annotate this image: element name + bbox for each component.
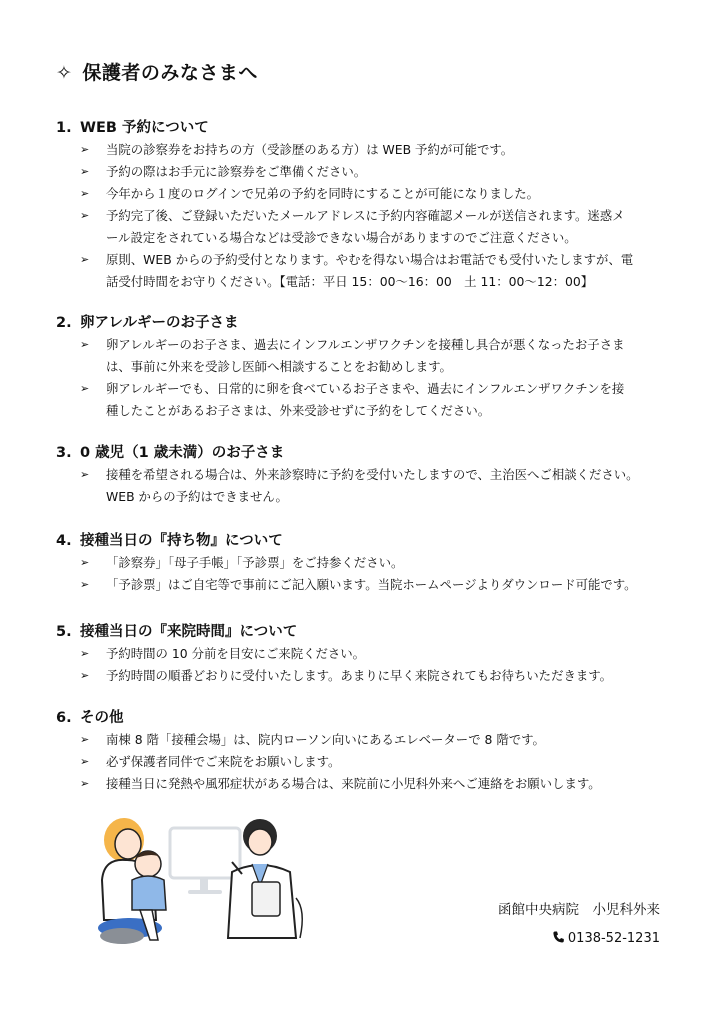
- arrow-bullet-icon: ➢: [80, 669, 90, 682]
- list-item-text: 予約完了後、ご登録いただいたメールアドレスに予約内容確認メールが送信されます。迷惑メ: [106, 208, 625, 223]
- section-heading: [56, 117, 676, 139]
- arrow-bullet-icon: ➢: [80, 382, 90, 395]
- section-number: 6.: [56, 710, 72, 726]
- list-item-text: 「予診票」はご自宅等で事前にご記入願います。当院ホームページよりダウンロード可能です。: [106, 577, 637, 592]
- section-3: [56, 442, 676, 508]
- list-item: [56, 334, 676, 378]
- list-item: [56, 665, 676, 687]
- section-number: 3.: [56, 445, 72, 461]
- list-item-text: 予約時間の 10 分前を目安にご来院ください。: [106, 646, 366, 661]
- arrow-bullet-icon: ➢: [80, 755, 90, 768]
- list-item: [56, 729, 676, 751]
- list-item-text: 種したことがあるお子さまは、外来受診せずに予約をしてください。: [106, 403, 491, 418]
- list-item: [56, 139, 676, 161]
- phone-contact: [470, 931, 660, 946]
- page-title-text: 保護者のみなさまへ: [82, 62, 258, 84]
- section-heading: [56, 530, 676, 552]
- list-item-text: 予約時間の順番どおりに受付いたします。あまりに早く来院されてもお待ちいただきます。: [106, 668, 613, 683]
- section-heading-text: 0 歳児（1 歳未満）のお子さま: [80, 445, 285, 461]
- section-item-list: [56, 464, 676, 508]
- list-item: [56, 183, 676, 205]
- section-number: 2.: [56, 315, 72, 331]
- section-heading: [56, 621, 676, 643]
- section-item-list: [56, 552, 676, 596]
- section-heading-text: その他: [80, 710, 124, 726]
- list-item-text: 予約の際はお手元に診察券をご準備ください。: [106, 164, 367, 179]
- hospital-department-name: 函館中央病院 小児科外来: [498, 902, 660, 918]
- arrow-bullet-icon: ➢: [80, 338, 90, 351]
- list-item: [56, 205, 676, 249]
- page-title: [56, 58, 258, 85]
- section-heading-text: 接種当日の『持ち物』について: [80, 533, 283, 549]
- section-item-list: [56, 139, 676, 293]
- list-item-text: 南棟 8 階「接種会場」は、院内ローソン向いにあるエレベーターで 8 階です。: [106, 732, 545, 747]
- arrow-bullet-icon: ➢: [80, 777, 90, 790]
- arrow-bullet-icon: ➢: [80, 187, 90, 200]
- list-item: [56, 161, 676, 183]
- list-item-text: 今年から１度のログインで兄弟の予約を同時にすることが可能になりました。: [106, 186, 540, 201]
- arrow-bullet-icon: ➢: [80, 578, 90, 591]
- list-item-text: 卵アレルギーのお子さま、過去にインフルエンザワクチンを接種し具合が悪くなったお子さま: [106, 337, 625, 352]
- list-item-text: 必ず保護者同伴でご来院をお願いします。: [106, 754, 341, 769]
- list-item-text: 接種当日に発熱や風邪症状がある場合は、来院前に小児科外来へご連絡をお願いします。: [106, 776, 601, 791]
- illustration-parent-child-doctor: [92, 810, 322, 950]
- section-heading: [56, 312, 676, 334]
- section-heading-text: 卵アレルギーのお子さま: [80, 315, 239, 331]
- list-item: [56, 574, 676, 596]
- phone-icon: [553, 931, 564, 943]
- arrow-bullet-icon: ➢: [80, 165, 90, 178]
- list-item: [56, 378, 676, 422]
- arrow-bullet-icon: ➢: [80, 253, 90, 266]
- section-4: [56, 530, 676, 596]
- list-item: [56, 249, 676, 293]
- list-item-text: 当院の診察券をお持ちの方（受診歴のある方）は WEB 予約が可能です。: [106, 142, 514, 157]
- section-item-list: [56, 334, 676, 422]
- list-item-text: WEB からの予約はできません。: [106, 489, 288, 504]
- phone-number: 0138-52-1231: [567, 931, 660, 946]
- section-heading: [56, 442, 676, 464]
- section-number: 5.: [56, 624, 72, 640]
- section-5: [56, 621, 676, 687]
- list-item: [56, 643, 676, 665]
- arrow-bullet-icon: ➢: [80, 733, 90, 746]
- list-item-text: 話受付時間をお守りください。【電話：平日 15：00～16：00 土 11：00～12：00】: [106, 274, 594, 289]
- list-item-text: 原則、WEB からの予約受付となります。やむを得ない場合はお電話でも受付いたしますが、電: [106, 252, 634, 267]
- sparkle-icon: ✧: [56, 62, 73, 84]
- arrow-bullet-icon: ➢: [80, 143, 90, 156]
- list-item-text: ール設定をされている場合などは受診できない場合がありますのでご注意ください。: [106, 230, 577, 245]
- section-heading-text: 接種当日の『来院時間』について: [80, 624, 298, 640]
- section-number: 1.: [56, 120, 72, 136]
- section-item-list: [56, 643, 676, 687]
- section-6: [56, 707, 676, 795]
- list-item: [56, 464, 676, 508]
- arrow-bullet-icon: ➢: [80, 556, 90, 569]
- arrow-bullet-icon: ➢: [80, 647, 90, 660]
- list-item-text: は、事前に外来を受診し医師へ相談することをお勧めします。: [106, 359, 452, 374]
- list-item-text: 「診察券」「母子手帳」「予診票」をご持参ください。: [106, 555, 404, 570]
- section-heading-text: WEB 予約について: [80, 120, 209, 136]
- list-item: [56, 552, 676, 574]
- list-item: [56, 751, 676, 773]
- list-item-text: 卵アレルギーでも、日常的に卵を食べているお子さまや、過去にインフルエンザワクチンを接: [106, 381, 625, 396]
- section-heading: [56, 707, 676, 729]
- arrow-bullet-icon: ➢: [80, 209, 90, 222]
- list-item-text: 接種を希望される場合は、外来診察時に予約を受付いたしますので、主治医へご相談ください。: [106, 467, 639, 482]
- arrow-bullet-icon: ➢: [80, 468, 90, 481]
- section-1: [56, 117, 676, 293]
- section-number: 4.: [56, 533, 72, 549]
- section-item-list: [56, 729, 676, 795]
- list-item: [56, 773, 676, 795]
- section-2: [56, 312, 676, 422]
